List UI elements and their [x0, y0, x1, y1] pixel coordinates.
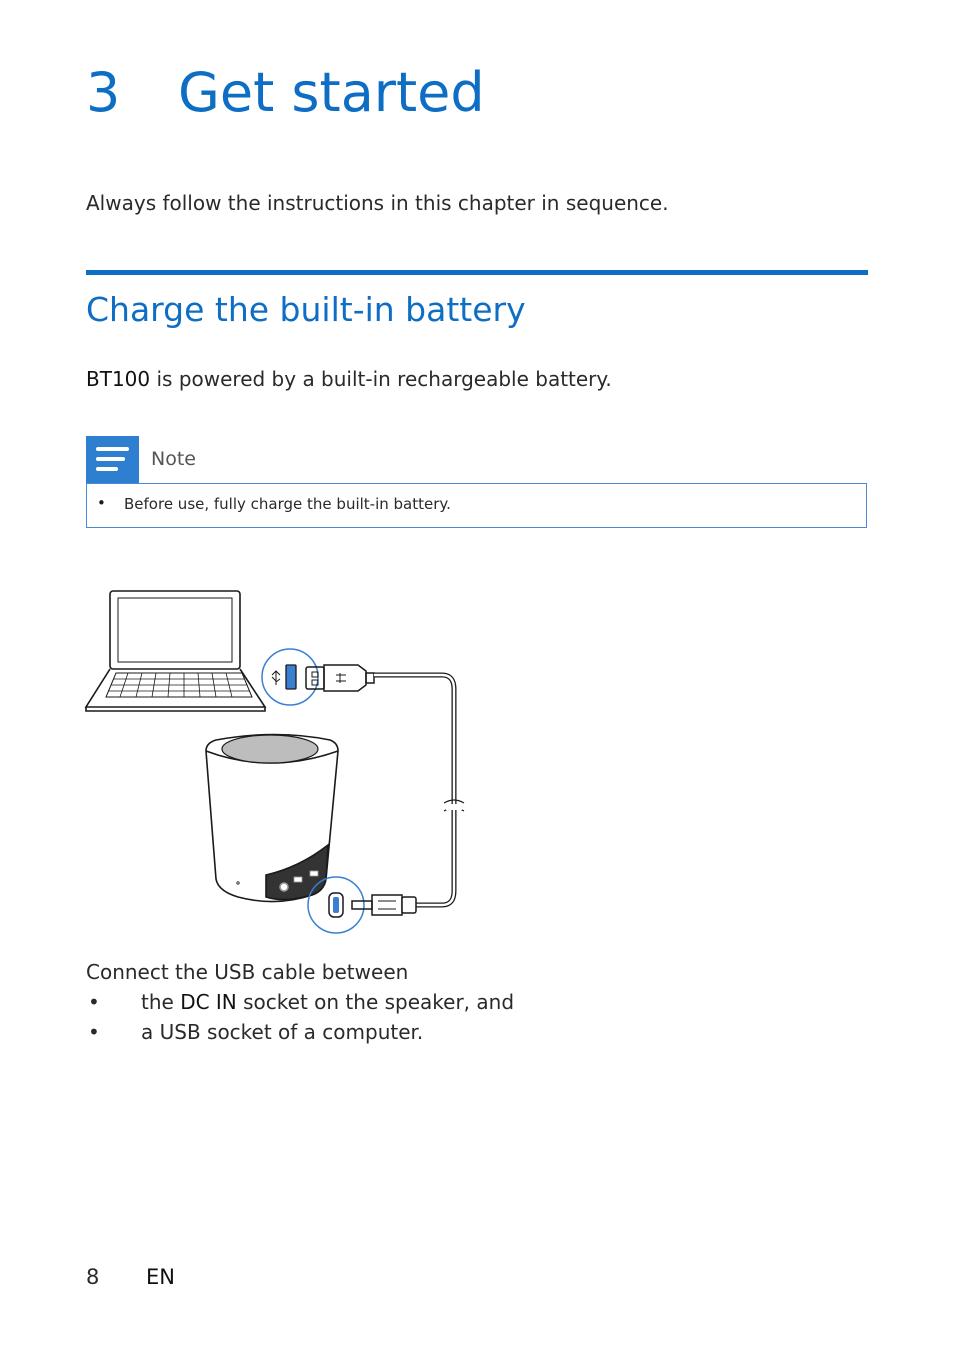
section-paragraph [86, 367, 612, 391]
charging-illustration [80, 585, 480, 945]
caption-lead: Connect the USB cable between [86, 960, 409, 984]
note-text: Before use, fully charge the built-in battery. [124, 495, 451, 513]
usb-cable [374, 675, 454, 905]
paragraph-text: is powered by a built-in rechargeable battery. [150, 367, 612, 391]
bullet-1-pre: the [141, 990, 181, 1014]
dc-in-label: DC IN [180, 990, 237, 1014]
bullet-1-text [141, 990, 514, 1014]
chapter-title: Get started [178, 61, 485, 124]
note-label: Note [151, 448, 196, 470]
bullet-1-post: socket on the speaker, and [236, 990, 515, 1014]
speaker-image [206, 735, 338, 902]
usb-symbol-icon [272, 671, 280, 685]
language-code: EN [146, 1265, 175, 1289]
model-name: BT100 [86, 367, 151, 391]
section-title: Charge the built-in battery [86, 290, 526, 329]
bullet-2-symbol: • [88, 1020, 100, 1044]
page-number: 8 [86, 1265, 100, 1289]
bullet-2-text: a USB socket of a computer. [141, 1020, 424, 1044]
intro-text: Always follow the instructions in this chapter in sequence. [86, 191, 669, 215]
note-bullet: • [97, 494, 106, 512]
section-rule [86, 270, 868, 275]
bullet-1-symbol: • [88, 990, 100, 1014]
chapter-number: 3 [86, 61, 121, 124]
note-lines-icon [86, 436, 139, 483]
laptop-image [86, 591, 265, 711]
micro-usb-plug [352, 895, 416, 915]
